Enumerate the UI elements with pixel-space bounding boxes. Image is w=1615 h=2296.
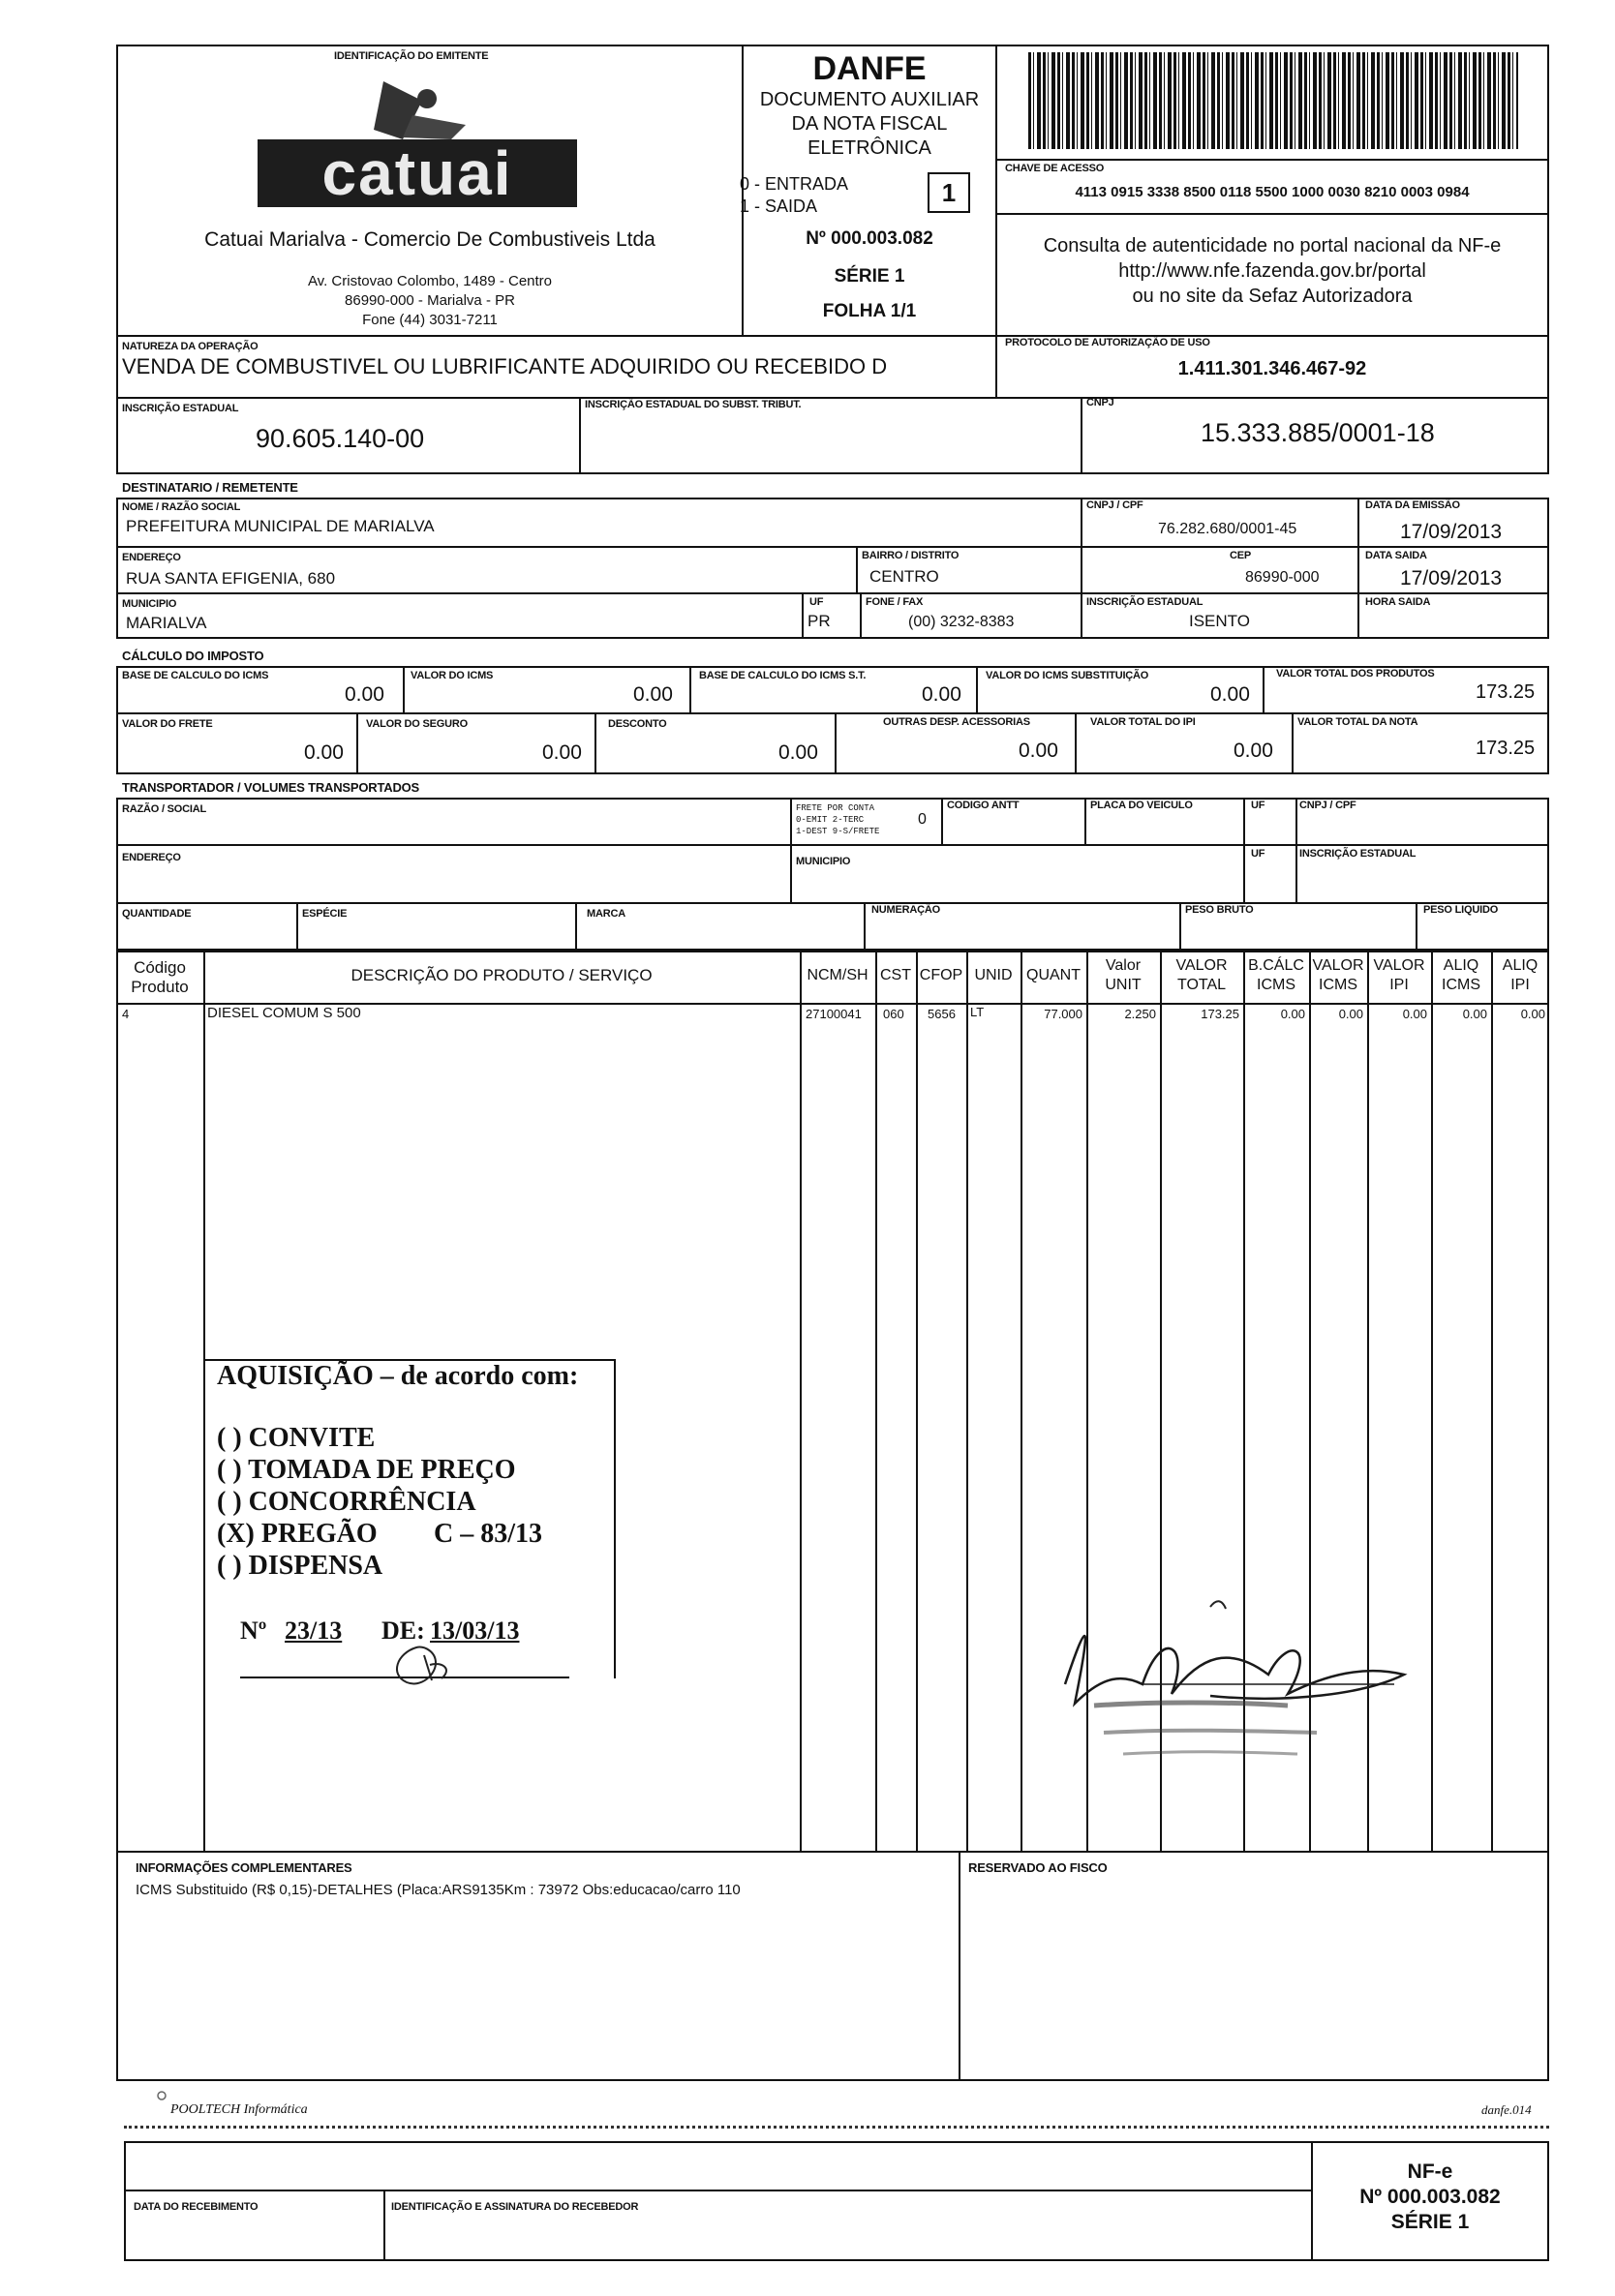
th-quant: QUANT — [1026, 967, 1081, 983]
valor-icms-label: VALOR DO ICMS — [411, 670, 494, 681]
stamp-opt3: ( ) CONCORRÊNCIA — [217, 1487, 476, 1517]
transp-peso-liquido-label: PESO LIQUIDO — [1423, 904, 1499, 916]
danfe-subtitle1: DOCUMENTO AUXILIAR — [759, 89, 980, 110]
dest-emissao-label: DATA DA EMISSÃO — [1365, 499, 1460, 511]
stamp-opt5: ( ) DISPENSA — [217, 1551, 383, 1581]
stamp-opt2: ( ) TOMADA DE PREÇO — [217, 1455, 516, 1485]
ie-st-label: INSCRIÇÃO ESTADUAL DO SUBST. TRIBUT. — [585, 399, 802, 410]
th-aicms: ALIQ ICMS — [1442, 957, 1480, 993]
transp-frete-line3: 1-DEST 9-S/FRETE — [796, 827, 880, 836]
total-prod-label: VALOR TOTAL DOS PRODUTOS — [1276, 668, 1435, 680]
dest-hora-label: HORA SAIDA — [1365, 596, 1431, 608]
ipi-label: VALOR TOTAL DO IPI — [1090, 716, 1196, 728]
base-icms: 0.00 — [345, 683, 384, 706]
dest-saida-label: DATA SAIDA — [1365, 550, 1427, 561]
dest-cnpj: 76.282.680/0001-45 — [1158, 521, 1297, 537]
danfe-numero: Nº 000.003.082 — [806, 228, 933, 249]
emitente-section-label: IDENTIFICAÇÃO DO EMITENTE — [334, 50, 489, 62]
th-bcicms: B.CÁLC ICMS — [1248, 957, 1304, 993]
transp-quantidade-label: QUANTIDADE — [122, 908, 192, 920]
footer-versao: danfe.014 — [1481, 2102, 1532, 2117]
stamp-num-label: Nº — [240, 1616, 267, 1645]
natureza-label: NATUREZA DA OPERAÇÃO — [122, 341, 259, 352]
transp-especie-label: ESPÉCIE — [302, 908, 348, 920]
footer-logo-icon — [155, 2089, 168, 2102]
row-bcicms: 0.00 — [1280, 1007, 1305, 1021]
dest-saida: 17/09/2013 — [1400, 567, 1503, 589]
row-vtotal: 173.25 — [1201, 1007, 1239, 1021]
total-nota: 173.25 — [1476, 738, 1536, 759]
th-vtotal: VALOR TOTAL — [1175, 957, 1228, 993]
dest-fone: (00) 3232-8383 — [908, 614, 1015, 630]
danfe-subtitle3: ELETRÔNICA — [808, 137, 931, 159]
row-quant: 77.000 — [1044, 1007, 1082, 1021]
row-vunit: 2.250 — [1124, 1007, 1156, 1021]
danfe-folha: FOLHA 1/1 — [822, 301, 917, 321]
valor-st-label: VALOR DO ICMS SUBSTITUIÇÃO — [986, 670, 1149, 681]
th-ncm: NCM/SH — [807, 967, 868, 983]
company-logo — [258, 72, 577, 207]
cnpj-value: 15.333.885/0001-18 — [1201, 418, 1435, 447]
th-cst: CST — [880, 967, 911, 983]
destinatario-section-label: DESTINATARIO / REMETENTE — [122, 480, 298, 495]
ie-value: 90.605.140-00 — [256, 424, 425, 453]
emitente-address2: 86990-000 - Marialva - PR — [345, 292, 515, 309]
stamp-num: 23/13 — [285, 1616, 343, 1645]
row-unid: LT — [970, 1005, 985, 1019]
stamp-opt4: (X) PREGÃO — [217, 1519, 378, 1549]
consulta-line2: http://www.nfe.fazenda.gov.br/portal — [1118, 260, 1426, 282]
danfe-saida: 1 - SAIDA — [740, 196, 818, 216]
dest-uf: PR — [808, 612, 831, 630]
total-nota-label: VALOR TOTAL DA NOTA — [1297, 716, 1418, 728]
th-vipi: VALOR IPI — [1373, 957, 1425, 993]
canhoto-nfe: NF-e — [1407, 2160, 1453, 2183]
row-aicms: 0.00 — [1462, 1007, 1487, 1021]
frete: 0.00 — [304, 741, 344, 764]
dest-bairro-label: BAIRRO / DISTRITO — [862, 550, 960, 561]
danfe-tipo: 1 — [928, 172, 970, 213]
chave-value: 4113 0915 3338 8500 0118 5500 1000 0030 8210 0003 0984 — [1075, 184, 1470, 200]
protocolo-label: PROTOCOLO DE AUTORIZAÇÃO DE USO — [1005, 337, 1210, 348]
dest-ie: ISENTO — [1189, 612, 1250, 630]
stamp-initials-signature — [378, 1636, 465, 1694]
row-descricao: DIESEL COMUM S 500 — [207, 1005, 361, 1021]
transp-numeracao-label: NUMERAÇÃO — [871, 904, 940, 916]
base-st: 0.00 — [922, 683, 961, 706]
dest-nome: PREFEITURA MUNICIPAL DE MARIALVA — [126, 517, 435, 535]
ie-label: INSCRIÇÃO ESTADUAL — [122, 403, 239, 414]
canhoto-numero: Nº 000.003.082 — [1359, 2186, 1501, 2208]
transp-razao-label: RAZÃO / SOCIAL — [122, 803, 207, 815]
row-codigo: 4 — [122, 1007, 130, 1021]
th-vicms: VALOR ICMS — [1312, 957, 1364, 993]
consulta-line3: ou no site da Sefaz Autorizadora — [1132, 286, 1413, 307]
stamp-data: 13/03/13 — [430, 1616, 520, 1645]
footer-software: POOLTECH Informática — [170, 2102, 308, 2117]
transp-ie-label: INSCRIÇÃO ESTADUAL — [1299, 848, 1417, 860]
logo-text: catuai — [321, 138, 513, 208]
dest-municipio-label: MUNICIPIO — [122, 598, 177, 610]
dest-nome-label: NOME / RAZÃO SOCIAL — [122, 501, 241, 513]
danfe-title: DANFE — [812, 50, 927, 87]
stamp-title: AQUISIÇÃO – de acordo com: — [217, 1361, 579, 1391]
transp-cnpj-label: CNPJ / CPF — [1299, 800, 1356, 811]
dest-bairro: CENTRO — [869, 567, 939, 586]
transp-frete-line1: FRETE POR CONTA — [796, 803, 875, 813]
desconto-label: DESCONTO — [608, 718, 667, 730]
canhoto-ident-label: IDENTIFICAÇÃO E ASSINATURA DO RECEBEDOR — [391, 2201, 639, 2213]
fisco-label: RESERVADO AO FISCO — [968, 1860, 1108, 1875]
total-prod: 173.25 — [1476, 681, 1536, 703]
th-cfop: CFOP — [919, 967, 963, 983]
dest-cep-label: CEP — [1230, 550, 1252, 561]
row-vipi: 0.00 — [1402, 1007, 1427, 1021]
canhoto-data-label: DATA DO RECEBIMENTO — [134, 2201, 259, 2213]
info-text: ICMS Substituido (R$ 0,15)-DETALHES (Placa:ARS9135Km : 73972 Obs:educacao/carro 110 — [136, 1882, 741, 1898]
stamp-de-label: DE: — [381, 1616, 425, 1645]
row-cfop: 5656 — [928, 1007, 956, 1021]
transp-frete-value: 0 — [918, 811, 927, 828]
transp-marca-label: MARCA — [587, 908, 625, 920]
desconto: 0.00 — [778, 741, 818, 764]
stamp-opt4-code: C – 83/13 — [434, 1519, 542, 1549]
th-descricao: DESCRIÇÃO DO PRODUTO / SERVIÇO — [350, 966, 653, 984]
ipi: 0.00 — [1234, 740, 1273, 762]
barcode — [1028, 52, 1518, 149]
emitente-company: Catuai Marialva - Comercio De Combustiveis Ltda — [204, 228, 655, 251]
dest-municipio: MARIALVA — [126, 614, 207, 632]
dest-endereco: RUA SANTA EFIGENIA, 680 — [126, 569, 336, 588]
signature — [1036, 1587, 1423, 1762]
row-aipi: 0.00 — [1520, 1007, 1545, 1021]
imposto-section-label: CÁLCULO DO IMPOSTO — [122, 649, 264, 663]
dest-fone-label: FONE / FAX — [866, 596, 924, 608]
danfe-subtitle2: DA NOTA FISCAL — [791, 113, 948, 135]
protocolo-value: 1.411.301.346.467-92 — [1177, 358, 1367, 379]
valor-icms: 0.00 — [633, 683, 673, 706]
outras-label: OUTRAS DESP. ACESSORIAS — [883, 716, 1030, 728]
transp-uf-label: UF — [1251, 800, 1265, 811]
dest-ie-label: INSCRIÇÃO ESTADUAL — [1086, 596, 1204, 608]
seguro: 0.00 — [542, 741, 582, 764]
transp-endereco-label: ENDEREÇO — [122, 852, 181, 863]
cnpj-label: CNPJ — [1086, 397, 1114, 408]
th-aipi: ALIQ IPI — [1502, 957, 1539, 993]
transportador-section-label: TRANSPORTADOR / VOLUMES TRANSPORTADOS — [122, 780, 420, 795]
base-icms-label: BASE DE CALCULO DO ICMS — [122, 670, 269, 681]
dest-emissao: 17/09/2013 — [1400, 521, 1503, 543]
chave-label: CHAVE DE ACESSO — [1005, 163, 1105, 174]
transp-frete-line2: 0-EMIT 2-TERC — [796, 815, 865, 825]
danfe-entrada: 0 - ENTRADA — [740, 174, 849, 194]
transp-uf2-label: UF — [1251, 848, 1265, 860]
canhoto-divider — [124, 2126, 1549, 2129]
row-cst: 060 — [883, 1007, 904, 1021]
th-vunit: Valor UNIT — [1105, 957, 1142, 993]
th-codigo: Código Produto — [131, 958, 189, 996]
frete-label: VALOR DO FRETE — [122, 718, 213, 730]
info-label: INFORMAÇÕES COMPLEMENTARES — [136, 1860, 352, 1875]
stamp-opt1: ( ) CONVITE — [217, 1423, 376, 1453]
base-st-label: BASE DE CALCULO DO ICMS S.T. — [699, 670, 867, 681]
dest-endereco-label: ENDEREÇO — [122, 552, 181, 563]
dest-cep: 86990-000 — [1245, 569, 1320, 586]
transp-peso-bruto-label: PESO BRUTO — [1185, 904, 1254, 916]
dest-cnpj-label: CNPJ / CPF — [1086, 499, 1143, 511]
th-unid: UNID — [974, 967, 1013, 983]
canhoto-serie: SÉRIE 1 — [1390, 2211, 1470, 2233]
danfe-serie: SÉRIE 1 — [834, 266, 905, 287]
transp-placa-label: PLACA DO VEICULO — [1090, 800, 1193, 811]
natureza-value: VENDA DE COMBUSTIVEL OU LUBRIFICANTE ADQUIRIDO OU RECEBIDO D — [122, 354, 888, 378]
emitente-phone: Fone (44) 3031-7211 — [362, 312, 498, 328]
outras: 0.00 — [1019, 740, 1058, 762]
dest-uf-label: UF — [809, 596, 824, 608]
row-vicms: 0.00 — [1338, 1007, 1363, 1021]
valor-st: 0.00 — [1210, 683, 1250, 706]
seguro-label: VALOR DO SEGURO — [366, 718, 468, 730]
emitente-address1: Av. Cristovao Colombo, 1489 - Centro — [307, 273, 553, 289]
row-ncm: 27100041 — [806, 1007, 862, 1021]
transp-antt-label: CODIGO ANTT — [947, 800, 1020, 811]
consulta-line1: Consulta de autenticidade no portal nacional da NF-e — [1043, 235, 1502, 257]
transp-municipio-label: MUNICIPIO — [796, 856, 851, 867]
